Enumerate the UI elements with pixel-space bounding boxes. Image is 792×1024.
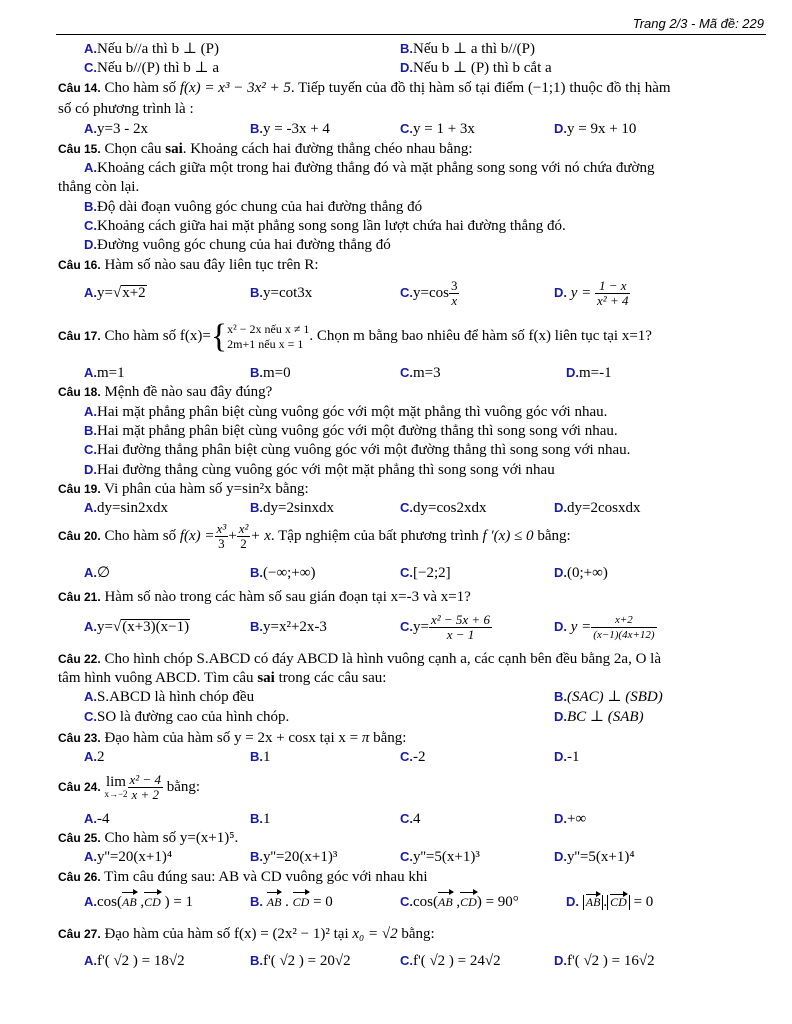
q26-option-c: C.cos(AB ,CD) = 90° bbox=[400, 894, 519, 910]
q15-option-a-cont: thẳng còn lại. bbox=[58, 179, 140, 195]
q17-option-b: B.m=0 bbox=[250, 365, 291, 381]
q16-option-a: A.y=√x+2 bbox=[84, 285, 146, 301]
q22-option-a: A.S.ABCD là hình chóp đều bbox=[84, 689, 255, 705]
q21-stem: Câu 21. Hàm số nào trong các hàm số sau gián đoạn tại x=-3 và x=1? bbox=[58, 589, 471, 605]
q15-option-c: C.Khoảng cách giữa hai mặt phẳng song song lần lượt chứa hai đường thẳng đó. bbox=[84, 218, 566, 234]
q18-option-b: B.Hai mặt phẳng phân biệt cùng vuông góc với một đường thẳng thì song song với nhau. bbox=[84, 423, 618, 439]
q25-option-b: B.y''=20(x+1)³ bbox=[250, 849, 338, 865]
q21-option-b: B.y=x²+2x-3 bbox=[250, 619, 327, 635]
q13-option-d: D.Nếu b ⊥ (P) thì b cắt a bbox=[400, 60, 552, 76]
q26-stem: Câu 26. Tìm câu đúng sau: AB và CD vuông góc với nhau khi bbox=[58, 869, 428, 885]
q14-option-a: A.y=3 - 2x bbox=[84, 121, 148, 137]
q21-option-d: D. y = $\frac{x+2}{(x-1)(4x+12)}$ bbox=[554, 614, 655, 642]
q17-option-c: C.m=3 bbox=[400, 365, 441, 381]
q24-option-c: C.4 bbox=[400, 811, 421, 827]
q19-option-d: D.dy=2cosxdx bbox=[554, 500, 641, 516]
q25-stem: Câu 25. Cho hàm số y=(x+1)⁵. bbox=[58, 830, 239, 846]
q25-option-a: A.y''=20(x+1)⁴ bbox=[84, 849, 173, 865]
q14-option-d: D.y = 9x + 10 bbox=[554, 121, 637, 137]
q20-stem: Câu 20. Cho hàm số f(x) = $\frac{\text{x³}}{3}$ + $\frac{\text{x²}}{2}$ + x. Tập nghiệm của bất phương trình f ′(x) ≤ 0 bằng: bbox=[58, 521, 571, 552]
q20-option-d: D.(0;+∞) bbox=[554, 565, 608, 581]
q14-option-c: C.y = 1 + 3x bbox=[400, 121, 475, 137]
q19-option-c: C.dy=cos2xdx bbox=[400, 500, 487, 516]
q15-option-b: B.Độ dài đoạn vuông góc chung của hai đường thẳng đó bbox=[84, 199, 423, 215]
q24-stem: Câu 24. lim x→−2 $\frac{\text{x² − 4}}{x + 2}$ bằng: bbox=[58, 772, 201, 803]
q20-option-c: C.[−2;2] bbox=[400, 565, 451, 581]
q22-stem-cont: tâm hình vuông ABCD. Tìm câu sai trong các câu sau: bbox=[58, 670, 387, 686]
q19-option-b: B.dy=2sinxdx bbox=[250, 500, 334, 516]
q27-stem: Câu 27. Đạo hàm của hàm số f(x) = (2x² − 1)² tại x₀ = √2 bằng: bbox=[58, 926, 435, 942]
q25-option-d: D.y''=5(x+1)⁴ bbox=[554, 849, 635, 865]
q14-stem: Câu 14. Cho hàm số f(x) = x³ − 3x² + 5. Tiếp tuyến của đồ thị hàm số tại điểm (−1;1) thuộc đồ thị hàm bbox=[58, 80, 671, 96]
q14-stem-cont: số có phương trình là : bbox=[58, 101, 194, 117]
q27-option-b: B.f'( √2 ) = 20√2 bbox=[250, 953, 351, 969]
q22-option-d: D.BC ⊥ (SAB) bbox=[554, 709, 644, 725]
q18-option-a: A.Hai mặt phẳng phân biệt cùng vuông góc với một mặt phẳng thì vuông góc với nhau. bbox=[84, 404, 608, 420]
q21-option-a: A.y=√(x+3)(x−1) bbox=[84, 619, 190, 635]
q27-option-a: A.f'( √2 ) = 18√2 bbox=[84, 953, 185, 969]
q19-stem: Câu 19. Vi phân của hàm số y=sin²x bằng: bbox=[58, 481, 309, 497]
q23-option-c: C.-2 bbox=[400, 749, 426, 765]
q16-stem: Câu 16. Hàm số nào sau đây liên tục trên R: bbox=[58, 257, 319, 273]
q15-option-d: D.Đường vuông góc chung của hai đường thẳng đó bbox=[84, 237, 391, 253]
q16-option-d: D. y = $\frac{1 - x}{\text{x² + 4}}$ bbox=[554, 278, 629, 309]
q23-option-a: A.2 bbox=[84, 749, 105, 765]
q23-stem: Câu 23. Đạo hàm của hàm số y = 2x + cosx tại x = π bằng: bbox=[58, 730, 407, 746]
q13-option-b: B.Nếu b ⊥ a thì b//(P) bbox=[400, 41, 536, 57]
q17-stem: Câu 17. Cho hàm số f(x)={ x² − 2x nếu x ≠ 1 2m+1 nếu x = 1 . Chọn m bằng bao nhiêu để hàm số f(x) liên tục tại x=1? bbox=[58, 317, 652, 355]
q26-option-d: D. AB . CD = 0 bbox=[566, 894, 654, 910]
q25-option-c: C.y''=5(x+1)³ bbox=[400, 849, 480, 865]
q16-option-c: C.y=cos $\frac{3}{x}$ bbox=[400, 278, 458, 309]
q24-option-d: D.+∞ bbox=[554, 811, 587, 827]
q13-option-c: C.Nếu b//(P) thì b ⊥ a bbox=[84, 60, 220, 76]
q26-option-a: A.cos(AB ,CD ) = 1 bbox=[84, 894, 194, 910]
q15-option-a: A.Khoảng cách giữa một trong hai đường thẳng đó và mặt phẳng song song với nó chứa đường bbox=[84, 160, 655, 176]
q24-option-b: B.1 bbox=[250, 811, 271, 827]
q14-option-b: B.y = -3x + 4 bbox=[250, 121, 330, 137]
q21-option-c: C.y= $\frac{\text{x² − 5x + 6}}{x - 1}$ bbox=[400, 612, 490, 643]
q22-option-b: B.(SAC) ⊥ (SBD) bbox=[554, 689, 663, 705]
q18-option-c: C.Hai đường thẳng phân biệt cùng vuông góc với một đường thẳng thì song song với nhau. bbox=[84, 442, 631, 458]
page-header: Trang 2/3 - Mã đề: 229 bbox=[632, 16, 764, 31]
q23-option-b: B.1 bbox=[250, 749, 271, 765]
q27-option-c: C.f'( √2 ) = 24√2 bbox=[400, 953, 501, 969]
q17-option-d: D.m=-1 bbox=[566, 365, 612, 381]
q26-option-b: B. AB . CD = 0 bbox=[250, 894, 333, 910]
q20-option-a: A.∅ bbox=[84, 565, 111, 581]
q27-option-d: D.f'( √2 ) = 16√2 bbox=[554, 953, 655, 969]
q18-stem: Câu 18. Mệnh đề nào sau đây đúng? bbox=[58, 384, 273, 400]
q18-option-d: D.Hai đường thẳng cùng vuông góc với một mặt phẳng thì song song với nhau bbox=[84, 462, 555, 478]
header-divider bbox=[56, 34, 766, 35]
q15-stem: Câu 15. Chọn câu sai. Khoảng cách hai đường thẳng chéo nhau bằng: bbox=[58, 141, 473, 157]
q17-option-a: A.m=1 bbox=[84, 365, 125, 381]
q22-stem: Câu 22. Cho hình chóp S.ABCD có đáy ABCD là hình vuông cạnh a, các cạnh bên đều bằng 2a, O là bbox=[58, 651, 661, 667]
q19-option-a: A.dy=sin2xdx bbox=[84, 500, 168, 516]
q16-option-b: B.y=cot3x bbox=[250, 285, 313, 301]
q23-option-d: D.-1 bbox=[554, 749, 580, 765]
q13-option-a: A.Nếu b//a thì b ⊥ (P) bbox=[84, 41, 220, 57]
q20-option-b: B.(−∞;+∞) bbox=[250, 565, 316, 581]
q22-option-c: C.SO là đường cao của hình chóp. bbox=[84, 709, 290, 725]
q24-option-a: A.-4 bbox=[84, 811, 110, 827]
